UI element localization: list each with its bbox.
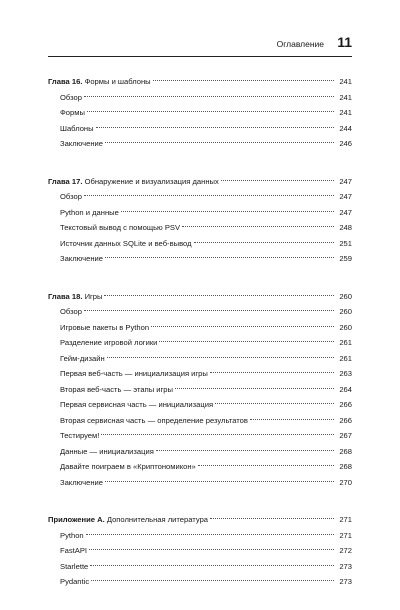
chapter-page: 260 [339, 291, 352, 301]
dot-leader [84, 184, 334, 196]
dot-leader [107, 346, 334, 358]
chapter-label: Глава 17. [48, 176, 83, 186]
section-page: 271 [339, 530, 352, 540]
section-page: 251 [339, 238, 352, 248]
dot-leader [87, 100, 334, 112]
section-page: 247 [339, 207, 352, 217]
chapter-title: Дополнительная литература [106, 515, 209, 524]
section-page: 241 [339, 92, 352, 102]
section-page: 264 [339, 384, 352, 394]
dot-leader [159, 330, 334, 342]
chapter-title: Формы и шаблоны [84, 77, 151, 86]
section-title: Вторая веб-часть — этапы игры [60, 384, 173, 394]
page-header [48, 34, 352, 52]
dot-leader [198, 454, 334, 466]
section-title: Игровые пакеты в Python [60, 322, 150, 332]
section-title: Python и данные [60, 207, 119, 217]
page-number: 11 [337, 34, 352, 50]
dot-leader [84, 85, 334, 97]
section-page: 273 [339, 561, 352, 571]
chapter-label: Глава 16. [48, 77, 83, 86]
section-title: Гейм-дизайн [60, 353, 105, 363]
section-title: Тестируем! [60, 431, 100, 440]
chapter-title: Обнаружение и визуализация данных [84, 176, 219, 186]
section-page: 241 [339, 108, 352, 117]
section-title: Данные — инициализация [60, 446, 154, 456]
section-page: 246 [339, 139, 352, 148]
chapter-page: 271 [339, 515, 352, 524]
dot-leader [101, 423, 334, 435]
toc-section-entry[interactable] [48, 473, 352, 489]
section-title: Заключение [60, 254, 104, 263]
section-page: 261 [339, 338, 352, 347]
section-page: 267 [339, 431, 352, 440]
section-page: 248 [339, 223, 352, 232]
dot-leader [84, 299, 334, 311]
section-title: Обзор [60, 192, 82, 201]
toc-chapter [48, 172, 352, 265]
dot-leader [104, 284, 334, 296]
dot-leader [105, 131, 334, 143]
dot-leader [105, 246, 334, 258]
dot-leader [210, 361, 334, 373]
section-title: Разделение игровой логики [60, 338, 158, 347]
toc-section-entry[interactable] [48, 572, 352, 588]
dot-leader [210, 507, 334, 519]
section-title: Текстовый вывод с помощью PSV [60, 223, 181, 232]
running-header: Оглавление [276, 39, 324, 49]
section-title: Вторая сервисная часть — определение результатов [60, 415, 248, 425]
section-title: Pydantic [60, 577, 90, 586]
section-title: Python [60, 530, 84, 540]
section-title: Источник данных SQLite и веб-вывод [60, 238, 192, 248]
section-page: 261 [339, 353, 352, 363]
chapter-label: Глава 18. [48, 291, 83, 301]
dot-leader [194, 231, 334, 243]
dot-leader [151, 315, 334, 327]
toc-section-entry[interactable] [48, 134, 352, 150]
section-page: 268 [339, 462, 352, 471]
dot-leader [175, 377, 334, 389]
dot-leader [89, 538, 334, 550]
dot-leader [105, 470, 334, 482]
dot-leader [182, 215, 334, 227]
section-page: 273 [339, 577, 352, 586]
dot-leader [91, 569, 334, 581]
section-page: 272 [339, 546, 352, 555]
section-title: Starlette [60, 561, 89, 571]
section-page: 247 [339, 192, 352, 201]
section-page: 263 [339, 369, 352, 378]
section-page: 266 [339, 400, 352, 409]
section-title: Обзор [60, 92, 82, 102]
chapter-page: 247 [339, 176, 352, 186]
toc-chapter [48, 287, 352, 489]
dot-leader [156, 439, 334, 451]
toc-section-entry[interactable] [48, 249, 352, 265]
section-title: Заключение [60, 139, 104, 148]
section-title: Формы [60, 108, 85, 117]
section-title: Заключение [60, 477, 104, 487]
table-of-contents [48, 72, 352, 610]
toc-chapter [48, 510, 352, 588]
section-title: Первая веб-часть — инициализация игры [60, 369, 208, 378]
section-title: FastAPI [60, 546, 88, 555]
chapter-page: 241 [339, 77, 352, 86]
section-page: 260 [339, 322, 352, 332]
section-page: 270 [339, 477, 352, 487]
chapter-label: Приложение А. [48, 515, 105, 524]
dot-leader [121, 200, 334, 212]
dot-leader [250, 408, 334, 420]
section-title: Первая сервисная часть — инициализация [60, 400, 214, 409]
section-title: Давайте поиграем в «Криптономикон» [60, 462, 196, 471]
section-page: 268 [339, 446, 352, 456]
dot-leader [215, 392, 334, 404]
dot-leader [153, 69, 334, 81]
section-page: 244 [339, 123, 352, 133]
toc-chapter [48, 72, 352, 150]
dot-leader [86, 523, 334, 535]
section-page: 260 [339, 307, 352, 316]
section-page: 266 [339, 415, 352, 425]
chapter-title: Игры [84, 291, 103, 301]
dot-leader [96, 116, 334, 128]
section-page: 259 [339, 254, 352, 263]
section-title: Шаблоны [60, 123, 94, 133]
header-rule [48, 56, 352, 57]
section-title: Обзор [60, 307, 82, 316]
dot-leader [221, 169, 334, 181]
